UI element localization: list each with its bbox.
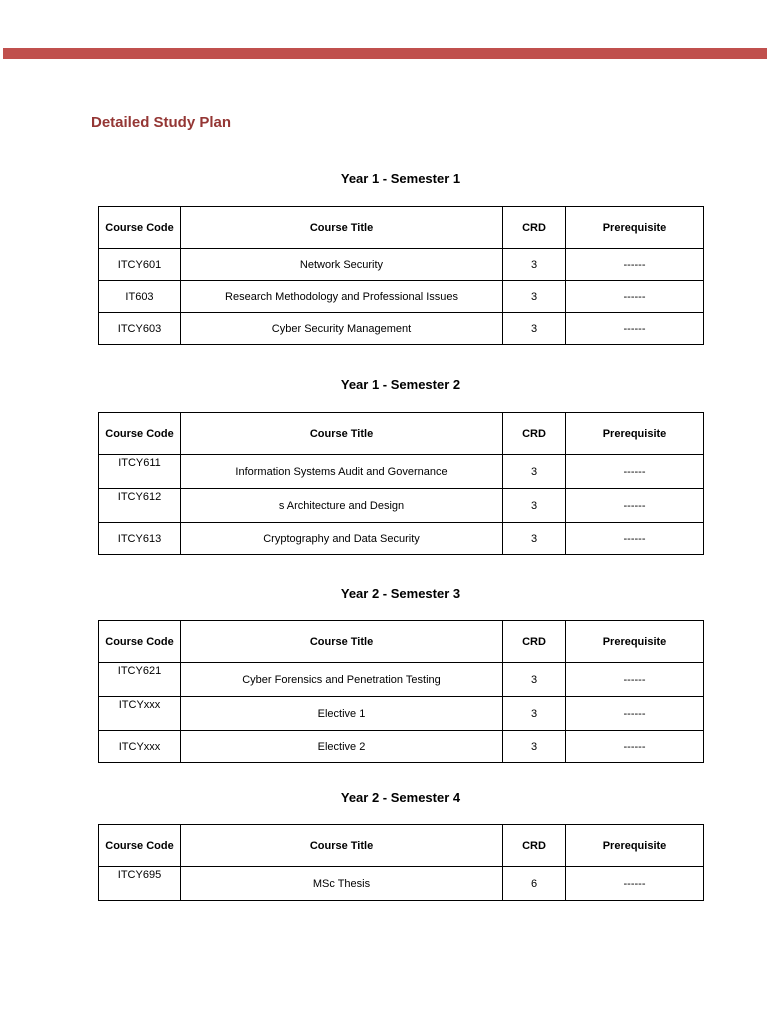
header-accent-bar xyxy=(3,48,767,59)
course-code: ITCYxxx xyxy=(99,731,181,763)
course-title: Information Systems Audit and Governance xyxy=(181,455,503,489)
course-code: ITCY611 xyxy=(99,455,181,489)
header-crd: CRD xyxy=(503,825,566,867)
header-course-code: Course Code xyxy=(99,621,181,663)
semester-heading: Year 1 - Semester 1 xyxy=(340,171,461,186)
course-table xyxy=(98,206,704,345)
table-row xyxy=(99,281,704,313)
table-row xyxy=(99,697,704,731)
course-crd: 3 xyxy=(503,281,566,313)
course-crd: 3 xyxy=(503,313,566,345)
course-table xyxy=(98,620,704,763)
header-course-title: Course Title xyxy=(181,825,503,867)
course-title: s Architecture and Design xyxy=(181,489,503,523)
course-crd: 3 xyxy=(503,249,566,281)
header-prerequisite: Prerequisite xyxy=(566,413,704,455)
semester-heading: Year 2 - Semester 4 xyxy=(340,790,461,805)
course-crd: 3 xyxy=(503,663,566,697)
course-prerequisite: ------ xyxy=(566,489,704,523)
header-course-code: Course Code xyxy=(99,413,181,455)
course-crd: 3 xyxy=(503,731,566,763)
table-header-row xyxy=(99,621,704,663)
header-crd: CRD xyxy=(503,413,566,455)
course-table xyxy=(98,412,704,555)
header-prerequisite: Prerequisite xyxy=(566,621,704,663)
header-prerequisite: Prerequisite xyxy=(566,207,704,249)
header-prerequisite: Prerequisite xyxy=(566,825,704,867)
table-row xyxy=(99,249,704,281)
table-row xyxy=(99,523,704,555)
header-course-title: Course Title xyxy=(181,413,503,455)
course-title: Cyber Forensics and Penetration Testing xyxy=(181,663,503,697)
header-crd: CRD xyxy=(503,621,566,663)
course-prerequisite: ------ xyxy=(566,523,704,555)
course-prerequisite: ------ xyxy=(566,867,704,901)
course-table xyxy=(98,824,704,901)
header-course-title: Course Title xyxy=(181,207,503,249)
semester-heading: Year 2 - Semester 3 xyxy=(340,586,461,601)
course-title: Elective 2 xyxy=(181,731,503,763)
course-code: ITCY613 xyxy=(99,523,181,555)
table-header-row xyxy=(99,207,704,249)
course-code: IT603 xyxy=(99,281,181,313)
course-title: Research Methodology and Professional Issues xyxy=(181,281,503,313)
table-row xyxy=(99,455,704,489)
course-prerequisite: ------ xyxy=(566,313,704,345)
course-prerequisite: ------ xyxy=(566,455,704,489)
table-row xyxy=(99,489,704,523)
course-title: Elective 1 xyxy=(181,697,503,731)
table-header-row xyxy=(99,413,704,455)
course-crd: 3 xyxy=(503,489,566,523)
course-title: Cryptography and Data Security xyxy=(181,523,503,555)
course-code: ITCY612 xyxy=(99,489,181,523)
course-crd: 3 xyxy=(503,455,566,489)
header-course-title: Course Title xyxy=(181,621,503,663)
course-prerequisite: ------ xyxy=(566,281,704,313)
course-prerequisite: ------ xyxy=(566,731,704,763)
course-prerequisite: ------ xyxy=(566,663,704,697)
course-code: ITCY601 xyxy=(99,249,181,281)
course-crd: 6 xyxy=(503,867,566,901)
course-prerequisite: ------ xyxy=(566,697,704,731)
course-code: ITCY621 xyxy=(99,663,181,697)
table-header-row xyxy=(99,825,704,867)
table-row xyxy=(99,867,704,901)
table-row xyxy=(99,663,704,697)
header-crd: CRD xyxy=(503,207,566,249)
course-code: ITCY603 xyxy=(99,313,181,345)
course-crd: 3 xyxy=(503,523,566,555)
course-crd: 3 xyxy=(503,697,566,731)
course-code: ITCYxxx xyxy=(99,697,181,731)
header-course-code: Course Code xyxy=(99,207,181,249)
course-title: MSc Thesis xyxy=(181,867,503,901)
table-row xyxy=(99,731,704,763)
table-row xyxy=(99,313,704,345)
course-title: Cyber Security Management xyxy=(181,313,503,345)
course-code: ITCY695 xyxy=(99,867,181,901)
header-course-code: Course Code xyxy=(99,825,181,867)
semester-heading: Year 1 - Semester 2 xyxy=(340,377,461,392)
document-title: Detailed Study Plan xyxy=(91,114,232,131)
course-prerequisite: ------ xyxy=(566,249,704,281)
course-title: Network Security xyxy=(181,249,503,281)
